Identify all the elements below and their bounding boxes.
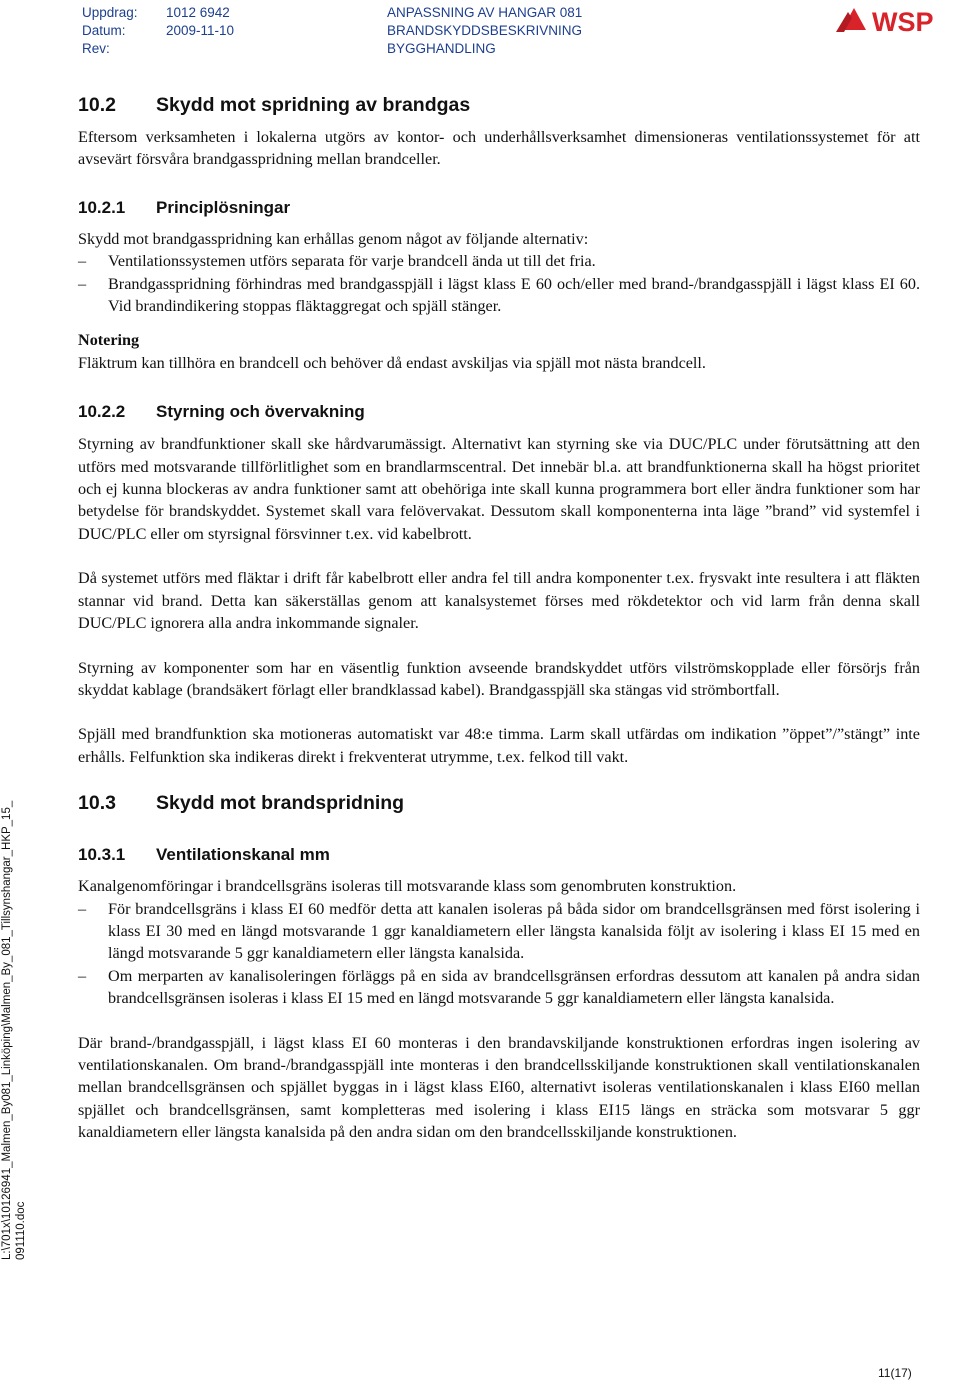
section-number: 10.3.1 [78,845,126,865]
list-item: – För brandcellsgräns i klass EI 60 medför detta att kanalen isoleras på båda sidor om brandcellsgränsen med först isolering i klass EI 30 med en längd motsvarande 1 ggr kanaldiametern eller längsta kanalsida följt av isolering i klass EI 15 med en längd motsvarande 5 ggr kanaldiametern eller längsta kanalsida. [78,899,920,963]
header-title-line3: BYGGHANDLING [387,41,496,56]
rev-label: Rev: [82,41,110,56]
uppdrag-value: 1012 6942 [166,5,230,20]
paragraph: Spjäll med brandfunktion ska motioneras automatiskt var 48:e timma. Larm skall utfärdas om indikation ”öppet”/”stängt” inte erhålls. Felfunktion ska indikeras direkt i frekventerat utrymme, t.ex. felkod till vakt. [78,725,920,766]
note-text: Fläktrum kan tillhöra en brandcell och behöver då endast avskiljas via spjäll mot nästa brandcell. [78,353,706,372]
section-title: Styrning och övervakning [156,402,365,422]
section-title: Principlösningar [156,197,291,217]
paragraph: Styrning av brandfunktioner skall ske hårdvarumässigt. Alternativt kan styrning ske via DUC/PLC under förutsättning att den utförs med motsvarande tillförlitlighet som en brandlarmscentral. Det innebär bl.a. att brandfunktionerna skall ha högst prioritet och ej kunna blockeras av andra funktioner samt att obehöriga inte skall kunna programmera bort eller ändra funktioner som har betydelse för brandskyddet. Systemet skall vara felövervakat. Dessutom skall komponenterna inta läge ”brand” vid systemfel i DUC/PLC eller om styrsignal försvinner t.ex. vid kabelbrott. [78,435,920,543]
paragraph: Eftersom verksamheten i lokalerna utgörs av kontor- och underhållsverksamhet dimensioneras ventilationssystemet för att avsevärt försvåra brandgasspridning mellan brandceller. [78,128,920,169]
datum-label: Datum: [82,23,126,38]
file-path-line2: 091110.doc [15,1201,27,1260]
wsp-logo-text: WSP [872,7,934,37]
paragraph: Kanalgenomföringar i brandcellsgräns isoleras till motsvarande klass som genombruten konstruktion. [78,877,737,896]
section-10-3-heading [78,790,920,816]
section-title: Skydd mot spridning av brandgas [156,94,471,116]
list-item: – Ventilationssystemen utförs separata för varje brandcell ända ut till det fria. [78,252,596,271]
note-title: Notering [78,331,140,350]
list-item: – Brandgasspridning förhindras med brandgasspjäll i lägst klass E 60 och/eller med brand-/brandgasspjäll i lägst klass EI 60. Vid brandindikering stoppas fläktaggregat och spjäll stänger. [78,274,920,316]
section-title: Ventilationskanal mm [156,845,330,865]
section-10-2-2-heading [78,400,920,424]
section-number: 10.3 [78,792,116,815]
paragraph: Skydd mot brandgasspridning kan erhållas genom något av följande alternativ: [78,229,589,248]
paragraph: Där brand-/brandgasspjäll, i lägst klass EI 60 monteras i den brandavskiljande konstruktionen erfordras ingen isolering av ventilationskanalen. Om brand-/brandgasspjäll inte monteras i den brandcellsskiljande konstruktionen skall ventilationskanalen mellan brandcellsgränsen och spjället byggas in i lägst klass EI60, alternativt isoleras ventilationskanalen i klass EI60 mellan spjället och brandcellsgränsen, samt kompletteras med isolering i klass EI15 längs en sträcka som motsvarar 5 ggr kanaldiametern eller längsta kanalsida på den andra sidan om den brandcellsskiljande konstruktionen. [78,1033,920,1142]
paragraph: Då systemet utförs med fläktar i drift får kabelbrott eller andra fel till andra komponenter t.ex. frysvakt inte resultera i att fläkten stannar vid brand. Detta kan säkerställas genom att kanalsystemet förses med rökdetektor och vid larm från denna skall DUC/PLC ignorera alla andra inkommande signaler. [78,569,920,633]
section-10-3-1-heading [78,843,920,867]
section-10-2-heading [78,92,920,118]
section-number: 10.2 [78,94,116,116]
paragraph: Styrning av komponenter som har en väsentlig funktion avseende brandskyddet utförs vilströmskopplade eller försörjs från skyddat kablage (brandsäkert förlagt eller brandklassad kabel). Brandgasspjäll ska stängas vid strömbortfall. [78,658,920,699]
section-number: 10.2.2 [78,402,126,422]
document-body [78,90,920,1144]
uppdrag-label: Uppdrag: [82,5,138,20]
file-path-sidebar [0,801,28,1260]
datum-value: 2009-11-10 [166,23,235,38]
header-meta [82,4,234,58]
wsp-logo [832,2,960,40]
page-number: 11(17) [878,1366,912,1380]
list-item: – Om merparten av kanalisoleringen förläggs på en sida av brandcellsgränsen erfordras dessutom att kanalen på andra sidan brandcellsgränsen isoleras i klass EI 15 med en längd motsvarande 5 ggr kanaldiametern eller längsta kanalsida. [78,966,920,1008]
section-10-2-1-heading [78,196,920,220]
header-title [387,4,582,58]
header-title-line1: ANPASSNING AV HANGAR 081 [387,5,583,20]
file-path-line1: L:\701x\10126941_Malmen_By081_Linköping\Malmen_By_081_Tillsynshangar_HKP_15_ [1,800,13,1260]
section-title: Skydd mot brandspridning [156,792,405,815]
header-title-line2: BRANDSKYDDSBESKRIVNING [387,23,583,38]
section-number: 10.2.1 [78,197,126,217]
